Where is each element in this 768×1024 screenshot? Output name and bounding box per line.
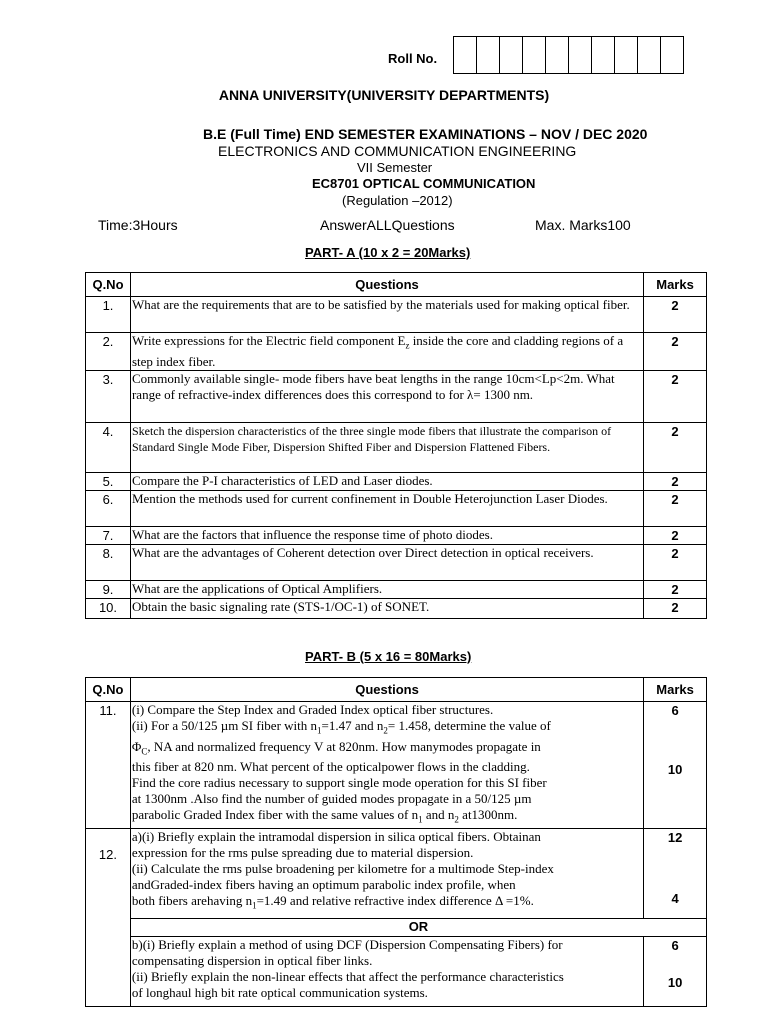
roll-digit-box[interactable] [546,37,569,73]
qno-header: Q.No [86,678,131,702]
question-text [130,333,643,371]
question-line: Find the core radius necessary to support single mode operation for this SI fiber [131,775,547,791]
subscript: 2 [383,725,388,736]
question-text-part: =1.47 and n [321,718,384,733]
question-text-part: Φ [131,738,142,754]
part-a-title: PART- A (10 x 2 = 20Marks) [305,245,471,260]
table-row [86,828,707,918]
question-number: 3. [86,370,131,422]
table-row [86,526,707,544]
exam-instruction: AnswerALLQuestions [320,217,455,233]
table-row [86,598,707,618]
marks-value: 6 [671,703,679,718]
question-marks: 2 [644,472,707,490]
exam-duration: Time:3Hours [98,217,178,233]
question-line: compensating dispersion in optical fiber links. [131,952,373,968]
question-text: Sketch the dispersion characteristics of the three single mode fibers that illustrate the comparison of Standard Single Mode Fiber, Dispersion Shifted Fiber and Dispersion Flattened Fibers. [130,422,643,472]
subscript: 1 [317,725,322,736]
table-row [86,297,707,333]
question-marks: 2 [644,333,707,371]
question-line: expression for the rms pulse spreading due to material dispersion. [131,844,474,860]
subscript: C [141,746,148,757]
table-row [86,580,707,598]
question-number: 5. [86,472,131,490]
question-number: 4. [86,422,131,472]
question-line: at 1300nm .Also find the number of guided modes propagate in a 50/125 µm [131,791,532,807]
question-text-part: (ii) For a 50/125 µm SI fiber with n [131,718,318,733]
table-header-row [86,273,707,297]
question-text: What are the applications of Optical Amplifiers. [130,580,643,598]
question-text-part: = 1.458, determine the value of [387,718,551,733]
question-line: (ii) Calculate the rms pulse broadening per kilometre for a multimode Step-index [131,860,554,876]
roll-digit-box[interactable] [592,37,615,73]
question-text-part: Write expressions for the Electric field component E [131,333,406,348]
question-text: What are the requirements that are to be satisfied by the materials used for making optical fiber. [130,297,643,333]
table-row [86,472,707,490]
question-text [130,828,643,918]
question-line: b)(i) Briefly explain a method of using DCF (Dispersion Compensating Fibers) for [131,936,563,952]
question-text [130,702,643,829]
regulation: (Regulation –2012) [342,193,453,208]
table-row [86,422,707,472]
marks-header: Marks [644,273,707,297]
question-marks: 2 [644,370,707,422]
table-row [86,370,707,422]
marks-value: 6 [671,937,679,953]
question-text-part: and n [422,807,455,823]
question-text: Compare the P-I characteristics of LED and Laser diodes. [130,472,643,490]
or-divider: OR [130,918,706,936]
question-marks: 2 [644,580,707,598]
subscript: 2 [454,814,459,825]
question-number: 6. [86,490,131,526]
question-line: andGraded-index fibers having an optimum parabolic index profile, when [131,876,516,892]
question-number: 2. [86,333,131,371]
question-text-part: parabolic Graded Index fiber with the same values of n [131,807,419,823]
roll-digit-box[interactable] [638,37,661,73]
marks-value: 4 [671,890,679,906]
table-row [86,702,707,829]
question-line: this fiber at 820 nm. What percent of the opticalpower flows in the cladding. [131,759,530,775]
question-number: 7. [86,526,131,544]
roll-digit-box[interactable] [661,37,683,73]
max-marks: Max. Marks100 [535,217,631,233]
question-marks: 2 [644,490,707,526]
question-text: Mention the methods used for current confinement in Double Heterojunction Laser Diodes. [130,490,643,526]
question-text-part: at1300nm. [458,807,518,823]
roll-digit-box[interactable] [477,37,500,73]
question-number: 8. [86,544,131,580]
question-text-part: inside the core and cladding regions of a step index fiber. [131,333,624,369]
question-line: of longhaul high bit rate optical communication systems. [131,984,428,1000]
question-marks [644,702,707,829]
roll-digit-box[interactable] [454,37,477,73]
university-name: ANNA UNIVERSITY(UNIVERSITY DEPARTMENTS) [218,87,550,103]
question-text-part: both fibers arehaving n [131,892,253,908]
question-marks [644,828,707,918]
or-row [86,918,707,936]
question-marks: 2 [644,598,707,618]
question-marks [644,936,707,1006]
roll-digit-box[interactable] [615,37,638,73]
qno-header: Q.No [86,273,131,297]
question-line: a)(i) Briefly explain the intramodal dispersion in silica optical fibers. Obtainan [131,828,541,844]
questions-header: Questions [130,273,643,297]
question-marks: 2 [644,544,707,580]
marks-value: 10 [667,974,683,990]
question-text [130,936,643,1006]
marks-header: Marks [644,678,707,702]
roll-digit-box[interactable] [523,37,546,73]
questions-header: Questions [130,678,643,702]
question-text-part: , NA and normalized frequency V at 820nm. How manymodes propagate in [147,738,541,754]
semester: VII Semester [357,160,433,175]
question-line [132,893,641,914]
question-text-part: =1.49 and relative refractive index difference Δ =1%. [256,892,534,908]
table-row [86,490,707,526]
part-b-table [85,677,707,1007]
question-marks: 2 [644,297,707,333]
subscript: z [405,340,410,351]
question-number: 11. [86,702,131,829]
question-number: 9. [86,580,131,598]
question-text: Obtain the basic signaling rate (STS-1/OC-1) of SONET. [130,598,643,618]
exam-title: B.E (Full Time) END SEMESTER EXAMINATIONS – NOV / DEC 2020 [203,126,648,142]
question-line [132,739,641,760]
question-line: (ii) Briefly explain the non-linear effects that affect the performance characteristics [131,968,564,984]
question-marks: 2 [644,422,707,472]
part-b-title: PART- B (5 x 16 = 80Marks) [305,649,472,664]
course-title: EC8701 OPTICAL COMMUNICATION [312,176,536,191]
question-text: Commonly available single- mode fibers have beat lengths in the range 10cm<Lp<2m. What range of refractive-index differences does this correspond to for λ= 1300 nm. [130,370,643,422]
table-row [86,936,707,1006]
table-header-row [86,678,707,702]
question-marks: 2 [644,526,707,544]
question-number: 12. [86,828,131,1006]
subscript: 1 [252,900,257,911]
department-name: ELECTRONICS AND COMMUNICATION ENGINEERING [218,143,577,159]
subscript: 1 [418,814,423,825]
question-number: 1. [86,297,131,333]
marks-value: 10 [667,762,683,777]
question-line: (i) Compare the Step Index and Graded Index optical fiber structures. [131,702,494,717]
roll-digit-box[interactable] [569,37,592,73]
part-a-table [85,272,707,619]
roll-digit-box[interactable] [500,37,523,73]
question-number: 10. [86,598,131,618]
question-line [132,718,641,739]
question-line [132,807,641,828]
table-row [86,544,707,580]
question-text: What are the advantages of Coherent detection over Direct detection in optical receivers. [130,544,643,580]
table-row [86,333,707,371]
roll-number-label: Roll No. [388,51,438,66]
marks-value: 12 [667,829,683,845]
roll-number-boxes[interactable] [453,36,684,74]
question-text: What are the factors that influence the response time of photo diodes. [130,526,643,544]
